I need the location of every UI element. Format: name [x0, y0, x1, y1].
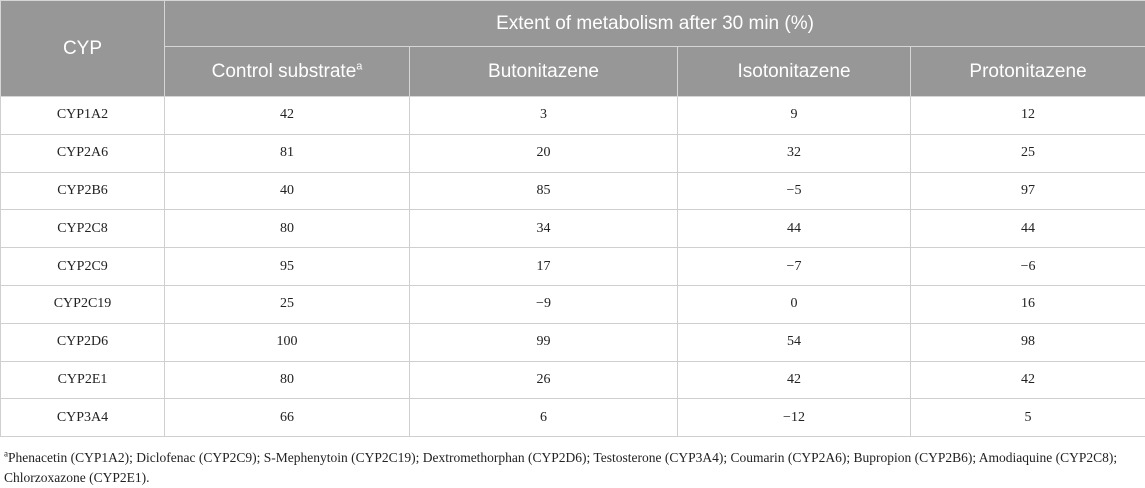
value-cell: −7 [678, 248, 911, 286]
value-cell: 42 [678, 361, 911, 399]
cyp-cell: CYP2C19 [1, 285, 165, 323]
table-row [1, 323, 1145, 361]
table-body [1, 97, 1145, 437]
value-cell: 42 [911, 361, 1145, 399]
cyp-cell: CYP2E1 [1, 361, 165, 399]
column-header-label: Isotonitazene [737, 61, 850, 82]
table-row [1, 210, 1145, 248]
value-cell: −5 [678, 172, 911, 210]
value-cell: 25 [911, 134, 1145, 172]
table-row [1, 285, 1145, 323]
value-cell: 44 [678, 210, 911, 248]
column-header-footnote-marker: a [356, 60, 362, 72]
value-cell: 0 [678, 285, 911, 323]
cyp-cell: CYP2C9 [1, 248, 165, 286]
value-cell: −6 [911, 248, 1145, 286]
value-cell: 42 [165, 97, 410, 135]
column-header-label: Butonitazene [488, 61, 599, 82]
value-cell: 98 [911, 323, 1145, 361]
value-cell: 80 [165, 210, 410, 248]
footnote [4, 448, 1139, 488]
value-cell: 6 [410, 399, 678, 437]
cyp-cell: CYP2B6 [1, 172, 165, 210]
value-cell: 66 [165, 399, 410, 437]
table-row [1, 134, 1145, 172]
table-row [1, 399, 1145, 437]
value-cell: 99 [410, 323, 678, 361]
value-cell: −9 [410, 285, 678, 323]
value-cell: 40 [165, 172, 410, 210]
cyp-cell: CYP1A2 [1, 97, 165, 135]
value-cell: 81 [165, 134, 410, 172]
table-row [1, 361, 1145, 399]
value-cell: 16 [911, 285, 1145, 323]
column-header [678, 47, 911, 97]
cyp-column-header: CYP [1, 1, 165, 97]
column-header-label: Control substrate [212, 61, 357, 82]
value-cell: 25 [165, 285, 410, 323]
column-header [410, 47, 678, 97]
table-row [1, 248, 1145, 286]
footnote-text: Phenacetin (CYP1A2); Diclofenac (CYP2C9); S-Mephenytoin (CYP2C19); Dextromethorphan (CYP2D6); Testosterone (CYP3A4); Coumarin (CYP2A6); Bupropion (CYP2B6); Amodiaquine (CYP2C8); Chlorzoxazone (CYP2E1). [4, 450, 1117, 485]
table-row [1, 172, 1145, 210]
value-cell: 5 [911, 399, 1145, 437]
table-header [1, 1, 1145, 97]
value-cell: 32 [678, 134, 911, 172]
value-cell: 9 [678, 97, 911, 135]
cyp-cell: CYP2C8 [1, 210, 165, 248]
value-cell: −12 [678, 399, 911, 437]
cyp-cell: CYP2D6 [1, 323, 165, 361]
value-cell: 44 [911, 210, 1145, 248]
group-header: Extent of metabolism after 30 min (%) [165, 1, 1145, 47]
table-row [1, 97, 1145, 135]
cyp-cell: CYP3A4 [1, 399, 165, 437]
value-cell: 80 [165, 361, 410, 399]
value-cell: 54 [678, 323, 911, 361]
value-cell: 12 [911, 97, 1145, 135]
column-header [911, 47, 1145, 97]
column-header [165, 47, 410, 97]
value-cell: 34 [410, 210, 678, 248]
value-cell: 26 [410, 361, 678, 399]
column-header-label: Protonitazene [969, 61, 1086, 82]
footnote-marker: a [4, 449, 8, 459]
value-cell: 3 [410, 97, 678, 135]
value-cell: 97 [911, 172, 1145, 210]
cyp-cell: CYP2A6 [1, 134, 165, 172]
value-cell: 85 [410, 172, 678, 210]
value-cell: 100 [165, 323, 410, 361]
value-cell: 20 [410, 134, 678, 172]
value-cell: 17 [410, 248, 678, 286]
value-cell: 95 [165, 248, 410, 286]
